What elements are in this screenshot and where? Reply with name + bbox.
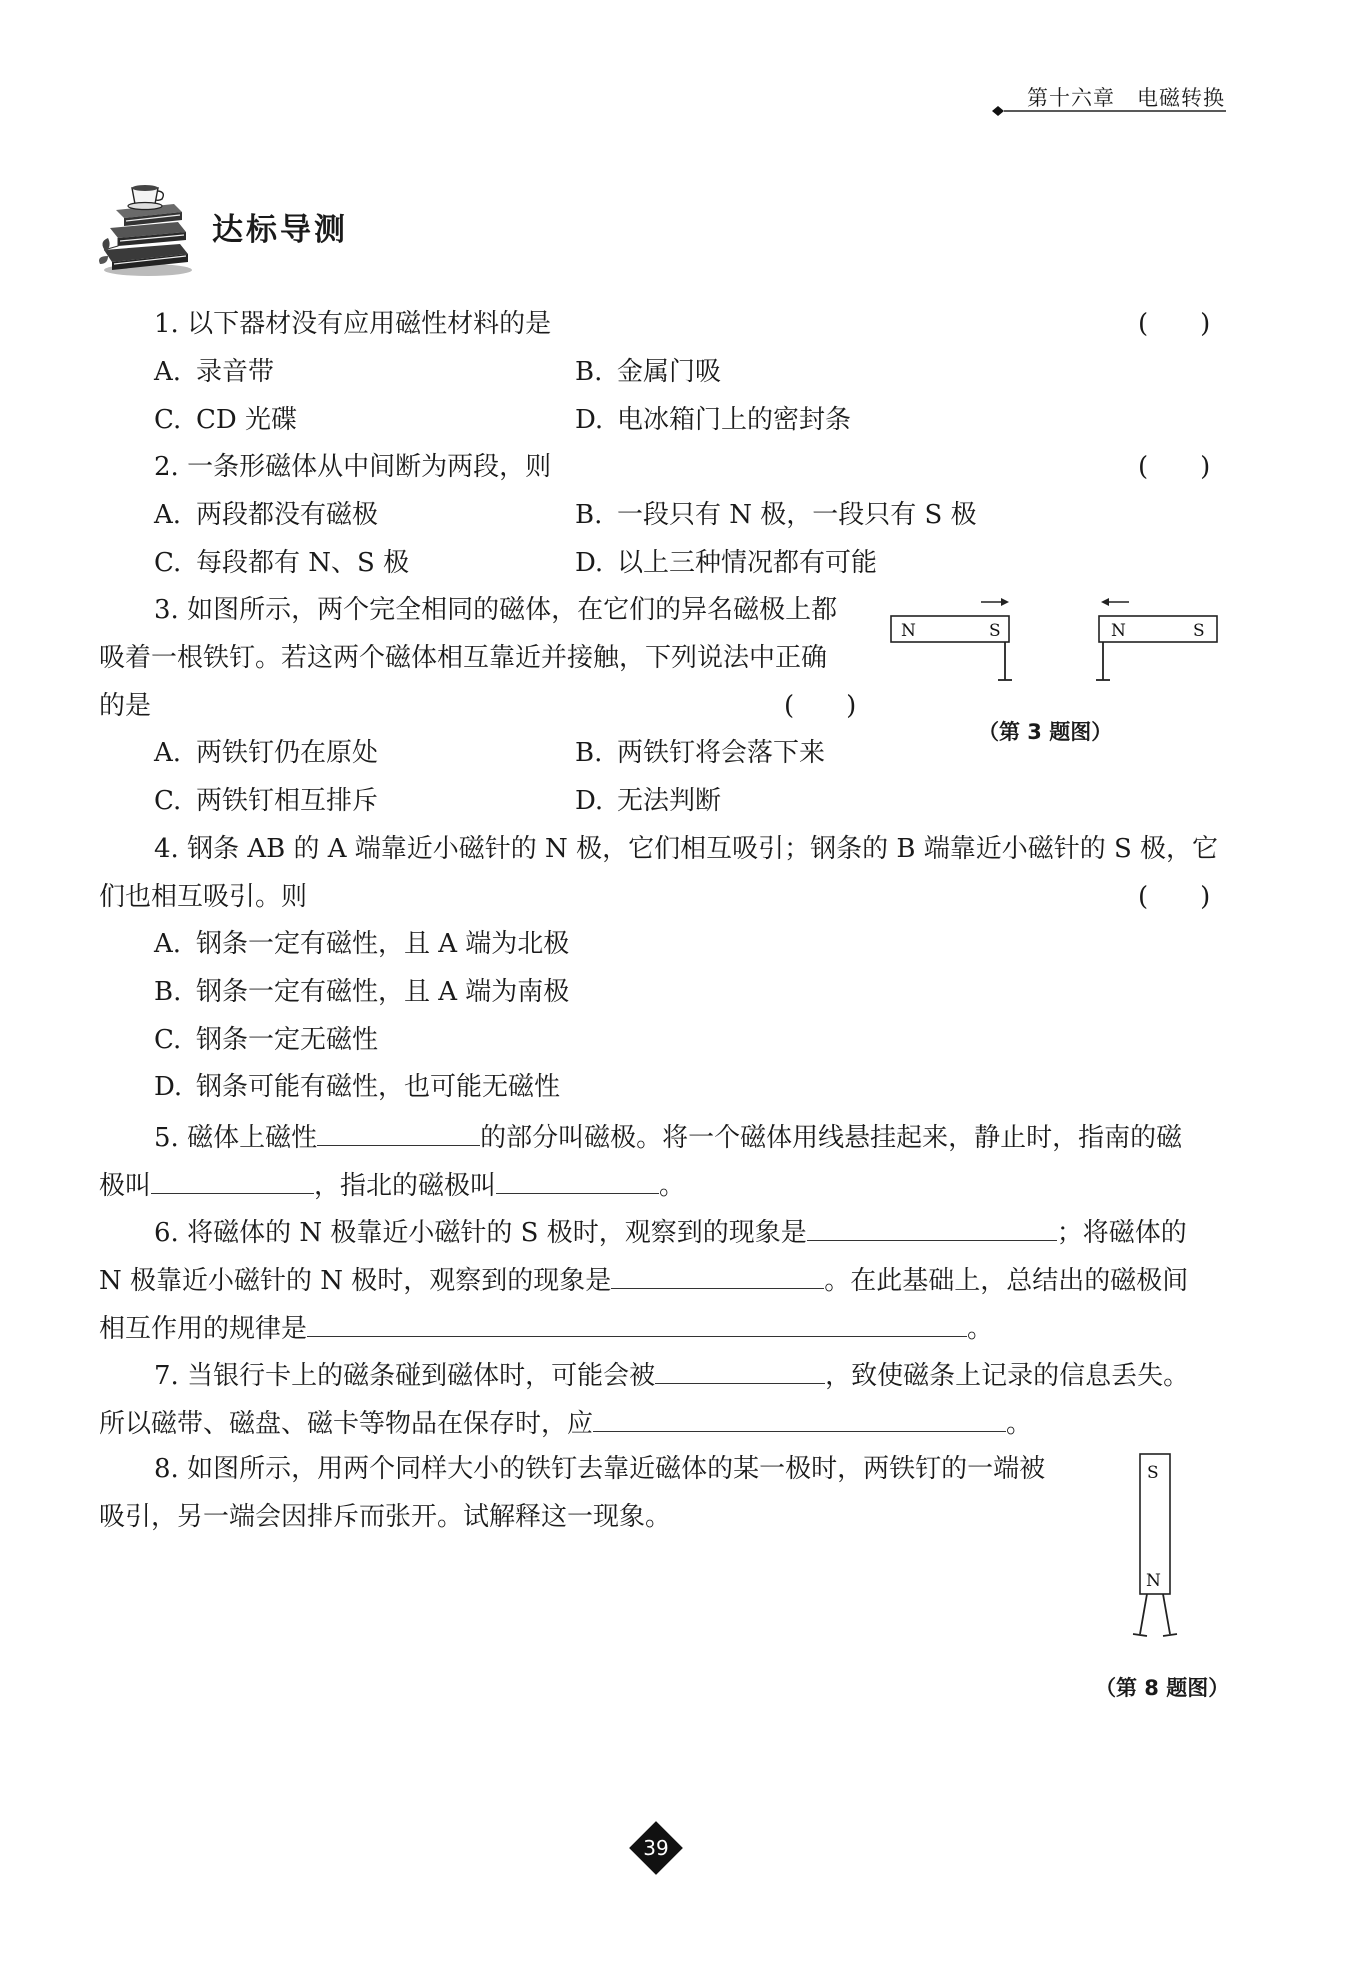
q3-figure — [885, 592, 1225, 692]
q1-option-b: B. 金属门吸 — [575, 357, 722, 387]
q8-right-nail — [1163, 1594, 1170, 1634]
page-number: 39 — [643, 1836, 669, 1860]
q6-text-2: ；将磁体的 — [1056, 1218, 1187, 1248]
q5-text-4: ，指北的磁极叫 — [314, 1171, 497, 1201]
q6-text-3: N 极靠近小磁针的 N 极时，观察到的现象是 — [99, 1266, 612, 1296]
q5-blank-1[interactable] — [317, 1117, 480, 1146]
q7-line1 — [154, 1355, 1189, 1394]
q3-stem-line2: 吸着一根铁钉。若这两个磁体相互靠近并接触，下列说法中正确 — [99, 643, 828, 673]
q6-line1 — [154, 1212, 1187, 1251]
q6-text-1: 6. 将磁体的 N 极靠近小磁针的 S 极时，观察到的现象是 — [154, 1218, 807, 1248]
q7-text-2: ，致使磁条上记录的信息丢失。 — [825, 1361, 1190, 1391]
q7-line2 — [99, 1403, 1032, 1442]
q3-left-magnet-s-pole: S — [989, 621, 1001, 641]
q6-blank-2[interactable] — [611, 1260, 824, 1289]
q3-figure-caption: （第 3 题图） — [978, 720, 1113, 744]
q1-stem: 1. 以下器材没有应用磁性材料的是 — [154, 309, 552, 339]
q3-option-b: B. 两铁钉将会落下来 — [575, 738, 826, 768]
q1-option-a: A. 录音带 — [154, 357, 275, 387]
header-rule — [990, 104, 1230, 120]
q1-answer-bracket: ( ) — [1138, 309, 1211, 339]
q7-text-3: 所以磁带、磁盘、磁卡等物品在保存时，应 — [99, 1409, 594, 1439]
q6-line2 — [99, 1260, 1188, 1299]
q8-left-nail — [1140, 1594, 1147, 1634]
q2-option-b: B. 一段只有 N 极，一段只有 S 极 — [575, 500, 977, 530]
q8-magnet-s-pole: S — [1147, 1463, 1159, 1483]
q5-line2 — [99, 1165, 685, 1204]
q7-text-1: 7. 当银行卡上的磁条碰到磁体时，可能会被 — [154, 1361, 656, 1391]
q3-stem-line3: 的是 — [99, 691, 152, 721]
q4-option-c: C. 钢条一定无磁性 — [154, 1025, 379, 1055]
q4-option-a: A. 钢条一定有磁性，且 A 端为北极 — [154, 929, 570, 959]
book-stack-icon — [96, 180, 196, 278]
q3-option-c: C. 两铁钉相互排斥 — [154, 786, 379, 816]
q2-stem: 2. 一条形磁体从中间断为两段，则 — [154, 452, 552, 482]
q5-blank-2[interactable] — [151, 1165, 314, 1194]
q6-blank-1[interactable] — [807, 1212, 1057, 1241]
section-title: 达标导测 — [212, 212, 348, 248]
q5-text-3: 极叫 — [99, 1171, 152, 1201]
q6-text-6: 。 — [967, 1314, 994, 1344]
q8-stem-line2: 吸引，另一端会因排斥而张开。试解释这一现象。 — [99, 1502, 672, 1532]
q3-answer-bracket: ( ) — [784, 691, 857, 721]
q7-blank-2[interactable] — [593, 1403, 1006, 1432]
q2-answer-bracket: ( ) — [1138, 452, 1211, 482]
header-diamond-icon — [992, 106, 1004, 116]
q2-option-d: D. 以上三种情况都有可能 — [575, 548, 878, 578]
q8-stem-line1: 8. 如图所示，用两个同样大小的铁钉去靠近磁体的某一极时，两铁钉的一端被 — [154, 1454, 1046, 1484]
q4-stem-line2: 们也相互吸引。则 — [99, 882, 308, 912]
q1-option-c: C. CD 光碟 — [154, 405, 298, 435]
q3-option-d: D. 无法判断 — [575, 786, 722, 816]
q3-option-a: A. 两铁钉仍在原处 — [154, 738, 379, 768]
q8-figure-caption: （第 8 题图） — [1095, 1676, 1230, 1700]
q5-line1 — [154, 1117, 1182, 1156]
q6-blank-3[interactable] — [307, 1308, 967, 1337]
chapter-title: 第十六章 电磁转换 — [1027, 86, 1225, 110]
q4-option-b: B. 钢条一定有磁性，且 A 端为南极 — [154, 977, 570, 1007]
q2-option-a: A. 两段都没有磁极 — [154, 500, 379, 530]
q3-left-magnet-n-pole: N — [901, 621, 916, 641]
q4-option-d: D. 钢条可能有磁性，也可能无磁性 — [154, 1072, 561, 1102]
q1-option-d: D. 电冰箱门上的密封条 — [575, 405, 852, 435]
q7-text-4: 。 — [1006, 1409, 1033, 1439]
q5-text-2: 的部分叫磁极。将一个磁体用线悬挂起来，静止时，指南的磁 — [480, 1123, 1183, 1153]
q6-line3 — [99, 1308, 993, 1347]
q6-text-4: 。在此基础上，总结出的磁极间 — [824, 1266, 1189, 1296]
q8-figure — [1125, 1450, 1195, 1646]
q4-answer-bracket: ( ) — [1138, 882, 1211, 912]
q3-right-magnet-s-pole: S — [1193, 621, 1205, 641]
q5-text-5: 。 — [659, 1171, 686, 1201]
q3-right-magnet-n-pole: N — [1111, 621, 1126, 641]
q5-text-1: 5. 磁体上磁性 — [154, 1123, 318, 1153]
q5-blank-3[interactable] — [496, 1165, 659, 1194]
q7-blank-1[interactable] — [655, 1355, 825, 1384]
q6-text-5: 相互作用的规律是 — [99, 1314, 308, 1344]
q8-magnet-n-pole: N — [1146, 1571, 1161, 1591]
q4-stem-line1: 4. 钢条 AB 的 A 端靠近小磁针的 N 极，它们相互吸引；钢条的 B 端靠近小磁针的 S 极，它 — [154, 834, 1219, 864]
q2-option-c: C. 每段都有 N、S 极 — [154, 548, 410, 578]
q3-stem-line1: 3. 如图所示，两个完全相同的磁体，在它们的异名磁极上都 — [154, 595, 838, 625]
